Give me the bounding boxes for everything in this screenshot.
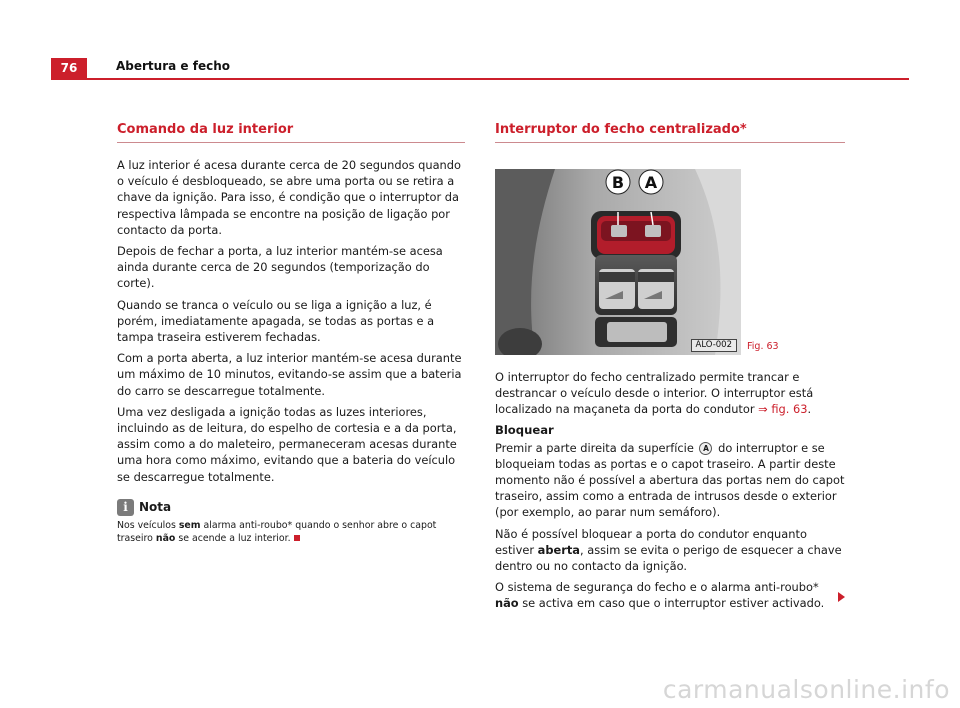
right-column <box>495 122 845 617</box>
end-marker-icon <box>294 535 300 541</box>
callout-b-label: B <box>611 173 625 192</box>
section-title-interior-light: Comando da luz interior <box>117 122 465 143</box>
info-i-icon: i <box>117 499 134 516</box>
note-title: Nota <box>139 500 172 515</box>
paragraph: Com a porta aberta, a luz interior mantém-se acesa durante um máximo de 10 minutos, evitando-se assim que a bateria do carro se descarregue totalmente. <box>117 351 462 398</box>
watermark: carmanualsonline.info <box>662 675 950 704</box>
figure-63 <box>495 169 845 355</box>
paragraph: Quando se tranca o veículo ou se liga a ignição a luz, é porém, imediatamente apagada, se todas as portas e a tampa traseira estiverem fechadas. <box>117 297 435 345</box>
intro-paragraph: O interruptor do fecho centralizado permite trancar e destrancar o veículo desde o interior. O interruptor está localizado na maçaneta da porta do condutor ⇒ fig. 63. <box>495 370 814 417</box>
note-heading <box>117 499 465 516</box>
callout-a-icon: A <box>699 442 712 455</box>
door-handle-illustration <box>495 169 741 355</box>
paragraph: Depois de fechar a porta, a luz interior mantém-se acesa ainda durante cerca de 20 segundos (temporização do corte). <box>117 244 443 291</box>
door-switch-photo <box>495 169 741 355</box>
figure-caption: Fig. 63 <box>747 341 779 352</box>
note-text: Nos veículos sem alarma anti-roubo* quando o senhor abre o capot traseiro não se acende a luz interior. <box>117 519 437 544</box>
section-title-central-locking: Interruptor do fecho centralizado* <box>495 122 845 143</box>
paragraph: Não é possível bloquear a porta do condutor enquanto estiver aberta, assim se evita o perigo de esquecer a chave dentro ou no contacto da ignição. <box>495 526 842 574</box>
paragraph: Premir a parte direita da superfície A do interruptor e se bloqueiam todas as portas e o capot traseiro. A partir deste momento não é possível a abertura das portas nem do capot traseiro, assim como a entrada de intrusos desde o exterior (por exemplo, ao parar num semáforo). <box>495 440 845 520</box>
running-title: Abertura e fecho <box>116 59 230 73</box>
figure-code: ALO-002 <box>691 339 737 352</box>
header-rule <box>51 78 909 80</box>
paragraph: A luz interior é acesa durante cerca de 20 segundos quando o veículo é desbloqueado, se abre uma porta ou se retira a chave da ignição. Para isso, é condição que o interruptor da respectiva lâmpada se encontre na posição de ligação por contacto da porta. <box>117 158 461 237</box>
callout-a-label: A <box>644 173 658 192</box>
paragraph: O sistema de segurança do fecho e o alarma anti-roubo* não se activa em caso que o interruptor estiver activado. <box>495 580 825 611</box>
figure-reference-link[interactable]: fig. 63 <box>771 402 808 417</box>
arrow-right-icon: ⇒ <box>758 402 768 417</box>
paragraph: Uma vez desligada a ignição todas as luzes interiores, incluindo as de leitura, do espelho de cortesia e a da porta, assim como a do maleteiro, permaneceram acesas durante uma hora como máximo, evitando que a bateria do veículo se descarregue totalmente. <box>117 404 457 484</box>
subheading-bloquear: Bloquear <box>495 422 554 437</box>
left-column <box>117 122 465 545</box>
page-number: 76 <box>51 58 87 78</box>
continue-arrow-icon <box>838 592 845 602</box>
